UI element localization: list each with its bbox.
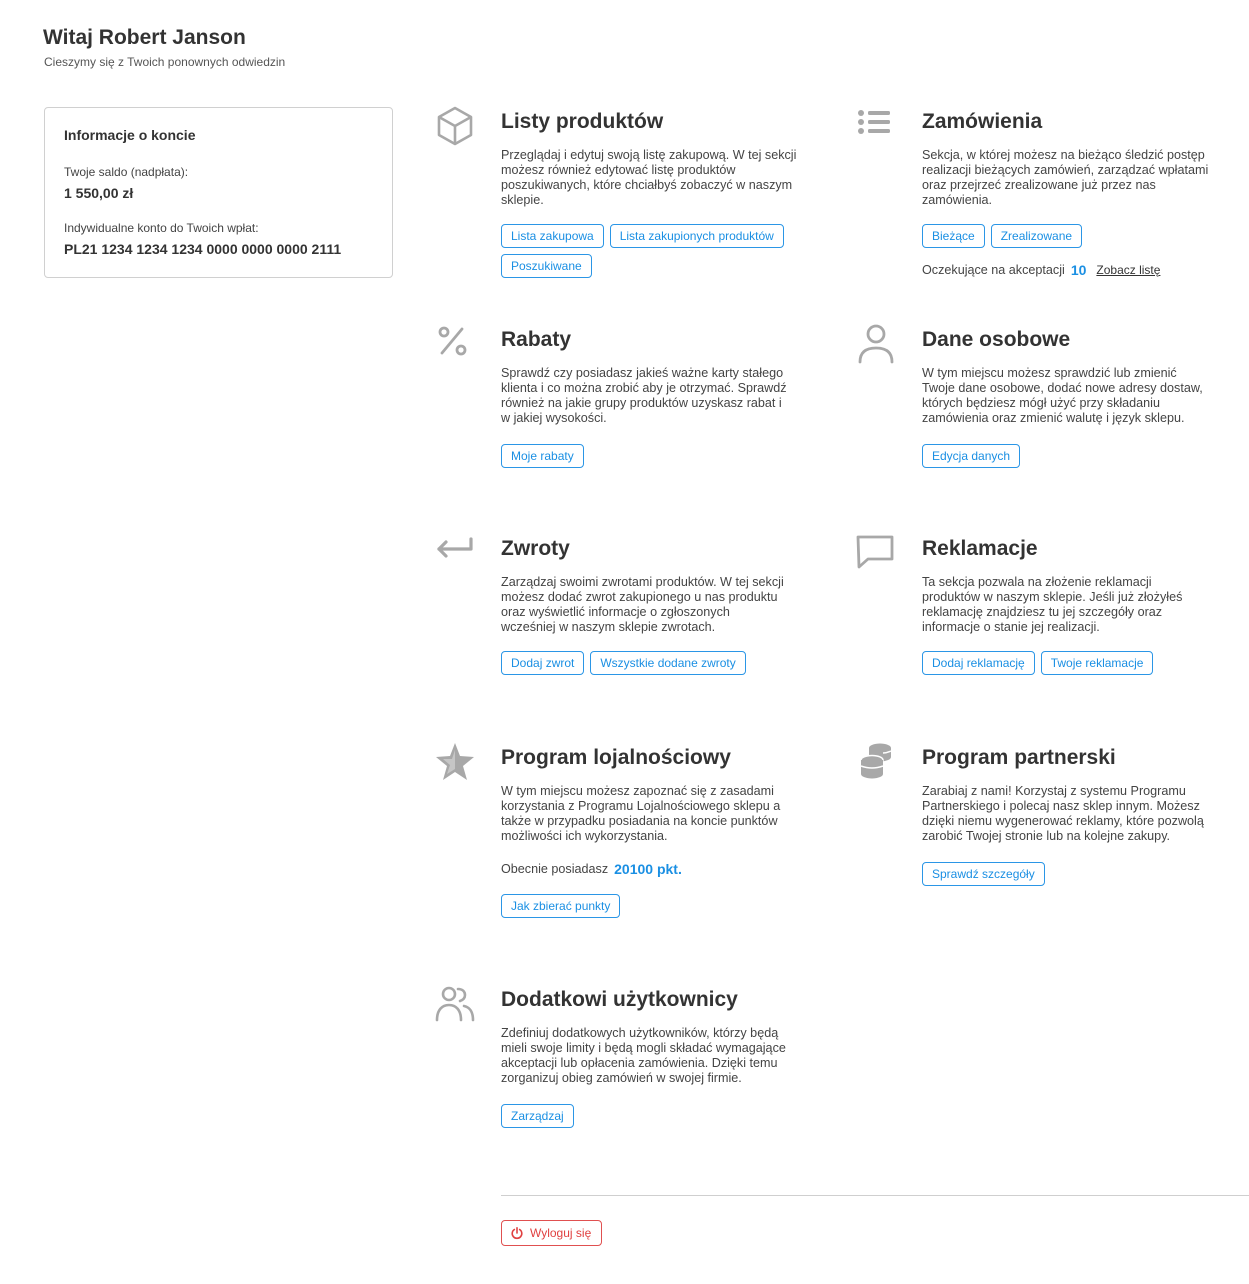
section-description: Zarządzaj swoimi zwrotami produktów. W tej sekcji możesz dodać zwrot zakupionego u nas produktu oraz wyświetlić informacje o zgłoszonych wcześniej w naszym sklepie zwrotach. [501, 575, 784, 634]
balance-label: Twoje saldo (nadpłata): [64, 165, 189, 179]
section-orders [922, 110, 1249, 278]
section-description: W tym miejscu możesz sprawdzić lub zmienić Twoje dane osobowe, dodać nowe adresy dostaw, których będziesz mógł użyć przy składaniu zamówienia oraz zmienić walutę i język sklepu. [922, 366, 1203, 425]
pending-orders [922, 262, 1249, 278]
add-return-button[interactable]: Dodaj zwrot [501, 651, 584, 675]
star-icon [431, 738, 479, 786]
section-partner [922, 746, 1249, 886]
users-icon [431, 980, 479, 1028]
power-icon [510, 1226, 524, 1240]
section-title: Zamówienia [922, 110, 1043, 133]
page-header [43, 26, 285, 69]
my-complaints-button[interactable]: Twoje reklamacje [1041, 651, 1154, 675]
section-returns [501, 537, 831, 675]
list-icon [852, 102, 900, 150]
percent-icon [431, 320, 479, 368]
section-title: Zwroty [501, 537, 570, 560]
section-title: Rabaty [501, 328, 572, 351]
completed-orders-button[interactable]: Zrealizowane [991, 224, 1082, 248]
pending-count: 10 [1070, 262, 1087, 278]
account-info-title: Informacje o koncie [64, 127, 196, 143]
box-icon [431, 102, 479, 150]
current-orders-button[interactable]: Bieżące [922, 224, 985, 248]
loyalty-points [501, 861, 831, 877]
user-icon [852, 320, 900, 368]
manage-users-button[interactable]: Zarządzaj [501, 1104, 574, 1128]
section-additional-users [501, 988, 831, 1128]
page-title: Witaj Robert Janson [43, 26, 246, 49]
purchased-products-button[interactable]: Lista zakupionych produktów [610, 224, 784, 248]
section-loyalty [501, 746, 831, 918]
section-title: Dane osobowe [922, 328, 1071, 351]
balance-value: 1 550,00 zł [64, 185, 134, 201]
divider [501, 1195, 1249, 1196]
my-discounts-button[interactable]: Moje rabaty [501, 444, 584, 468]
section-products [501, 110, 831, 278]
logout-button[interactable] [501, 1220, 602, 1246]
iban-label: Indywidualne konto do Twoich wpłat: [64, 221, 259, 235]
return-arrow-icon [431, 529, 479, 577]
all-returns-button[interactable]: Wszystkie dodane zwroty [590, 651, 745, 675]
section-personal-data [922, 328, 1249, 468]
points-value: 20100 pkt. [614, 861, 682, 877]
check-details-button[interactable]: Sprawdź szczegóły [922, 862, 1045, 886]
wanted-products-button[interactable]: Poszukiwane [501, 254, 592, 278]
section-title: Reklamacje [922, 537, 1038, 560]
chat-bubble-icon [852, 529, 900, 577]
page-subtitle: Cieszymy się z Twoich ponownych odwiedzin [44, 55, 286, 69]
section-description: Zdefiniuj dodatkowych użytkowników, którzy będą mieli swoje limity i będą mogli składać wymagające akceptacji lub opłacenia zamówienia. Dzięki temu zorganizuj obieg zamówień w swojej firmie. [501, 1026, 786, 1085]
how-to-collect-points-button[interactable]: Jak zbierać punkty [501, 894, 620, 918]
section-title: Listy produktów [501, 110, 664, 133]
section-description: Zarabiaj z nami! Korzystaj z systemu Programu Partnerskiego i polecaj nasz sklep innym. Możesz dzięki niemu wygenerować reklamy, które pozwolą zarobić Twojej stronie lub na kolejne zakupy. [922, 784, 1204, 843]
shopping-list-button[interactable]: Lista zakupowa [501, 224, 604, 248]
section-title: Program lojalnościowy [501, 746, 731, 769]
section-description: Przeglądaj i edytuj swoją listę zakupową. W tej sekcji możesz również edytować listę produktów poszukiwanych, które chciałbyś zobaczyć w naszym sklepie. [501, 148, 797, 207]
account-info-box [44, 107, 393, 278]
section-description: Sekcja, w której możesz na bieżąco śledzić postęp realizacji bieżących zamówień, zarządzać wpłatami oraz przejrzeć zrealizowane już przez nas zamówienia. [922, 148, 1209, 207]
section-title: Dodatkowi użytkownicy [501, 988, 738, 1011]
logout-label: Wyloguj się [530, 1226, 592, 1240]
add-complaint-button[interactable]: Dodaj reklamację [922, 651, 1035, 675]
section-description: Ta sekcja pozwala na złożenie reklamacji produktów w naszym sklepie. Jeśli już złożyłeś reklamację znajdziesz tu jej szczegóły oraz informacje o stanie jej realizacji. [922, 575, 1183, 634]
iban-value: PL21 1234 1234 1234 0000 0000 0000 2111 [64, 241, 342, 257]
section-description: Sprawdź czy posiadasz jakieś ważne karty stałego klienta i co można zrobić aby je otrzymać. Sprawdź również na jakie grupy produktów uzyskasz rabat i w jakiej wysokości. [501, 366, 787, 425]
section-discounts [501, 328, 831, 468]
section-title: Program partnerski [922, 746, 1116, 769]
coins-icon [852, 738, 900, 786]
section-complaints [922, 537, 1249, 675]
section-description: W tym miejscu możesz zapoznać się z zasadami korzystania z Programu Lojalnościowego sklepu a także w przypadku posiadania na koncie punktów możliwości ich wykorzystania. [501, 784, 781, 843]
points-label: Obecnie posiadasz [501, 862, 609, 876]
edit-data-button[interactable]: Edycja danych [922, 444, 1020, 468]
pending-label: Oczekujące na akceptacji [922, 263, 1065, 277]
pending-list-link[interactable]: Zobacz listę [1096, 263, 1161, 277]
